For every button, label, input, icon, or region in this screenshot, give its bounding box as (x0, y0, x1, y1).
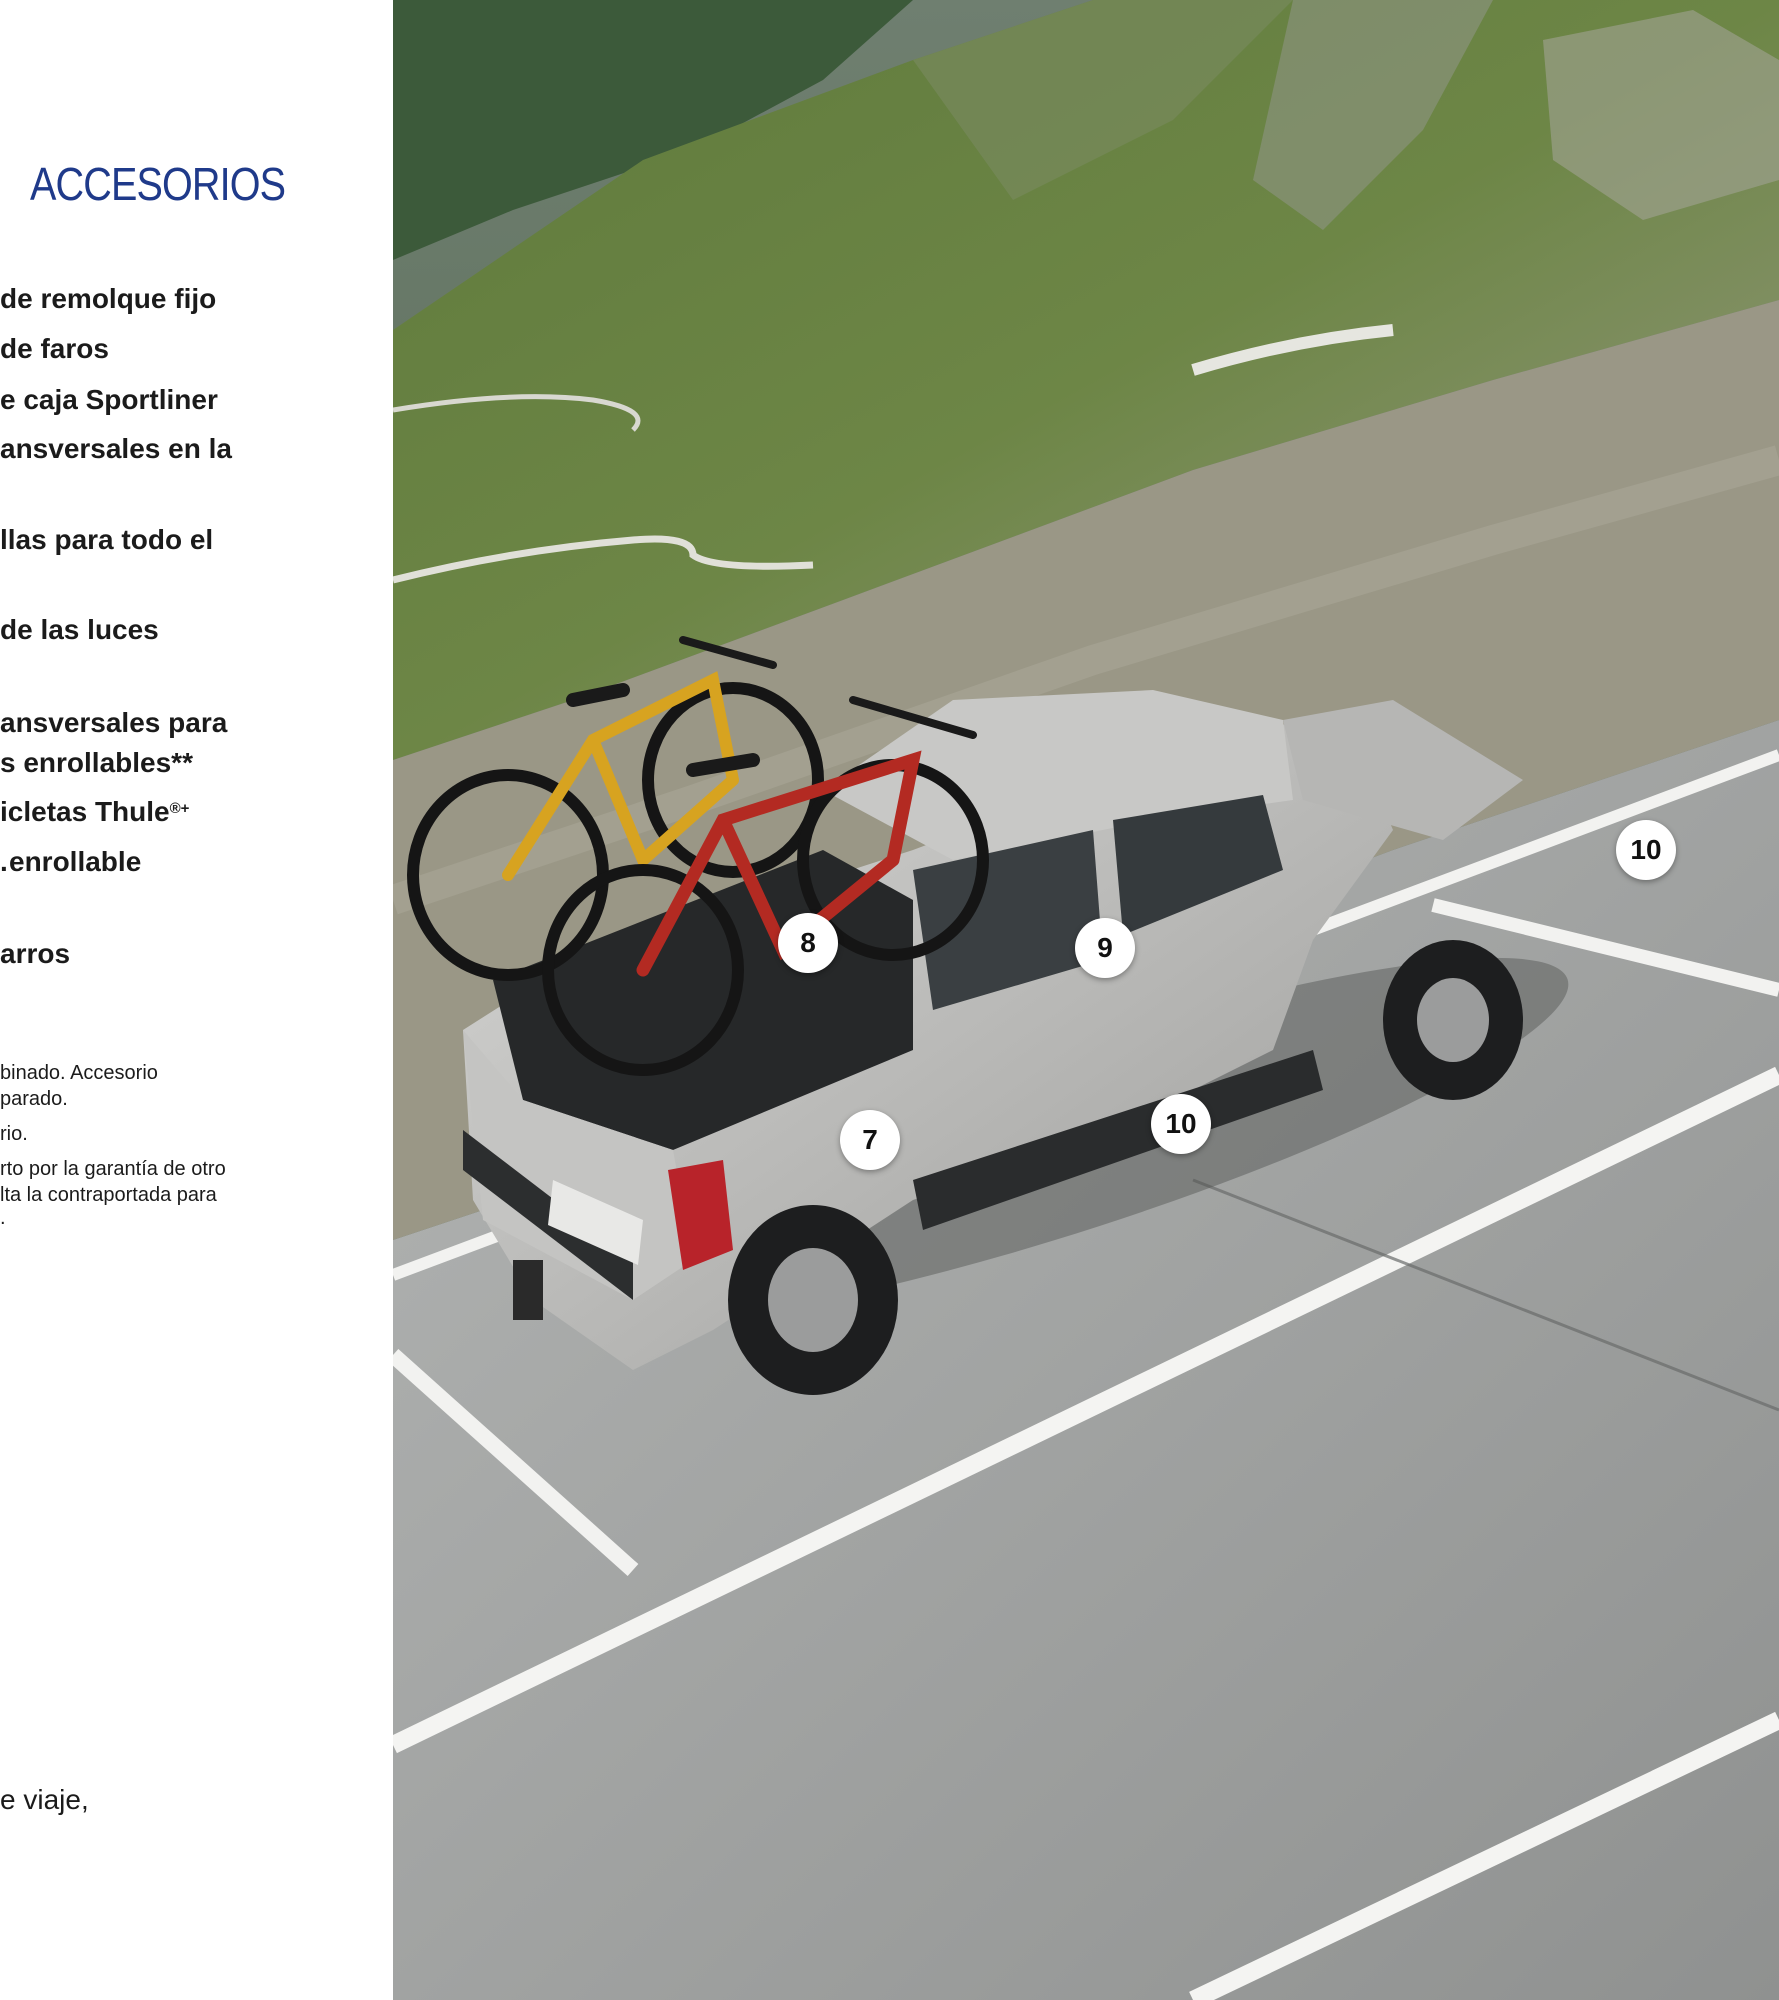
page-title: ACCESORIOS (30, 158, 286, 210)
text-column (0, 0, 393, 2000)
accessory-item: de las luces (0, 614, 159, 645)
accessory-item: .enrollable (0, 846, 142, 877)
accessory-item: e caja Sportliner (0, 384, 218, 415)
callout-10-side: 10 (1151, 1094, 1211, 1154)
accessory-item: de remolque fijo (0, 283, 217, 314)
footnote: parado. (0, 1088, 68, 1110)
footnote: binado. Accesorio (0, 1062, 158, 1084)
accessory-item: llas para todo el (0, 524, 214, 555)
accessory-item: arros (0, 938, 71, 969)
accessory-item: ansversales en la (0, 433, 232, 464)
photo-illustration (393, 0, 1779, 2000)
thule-label: icletas Thule (0, 796, 170, 827)
accessory-item (0, 796, 189, 828)
footnote: rio. (0, 1123, 28, 1145)
callout-9: 9 (1075, 918, 1135, 978)
accessory-item: de faros (0, 333, 109, 364)
accessory-item: ansversales para (0, 707, 228, 738)
footnote: . (0, 1207, 6, 1229)
tail-text: e viaje, (0, 1784, 89, 1815)
accessory-item-label: enrollable (9, 846, 142, 877)
callout-10-hood: 10 (1616, 820, 1676, 880)
pickup-with-bike-rack-photo (393, 0, 1779, 2000)
callout-8: 8 (778, 913, 838, 973)
footnote: lta la contraportada para (0, 1184, 217, 1206)
footnote: rto por la garantía de otro (0, 1158, 226, 1180)
accessory-item: s enrollables** (0, 747, 193, 778)
callout-7: 7 (840, 1110, 900, 1170)
thule-superscript: ®+ (169, 800, 190, 817)
